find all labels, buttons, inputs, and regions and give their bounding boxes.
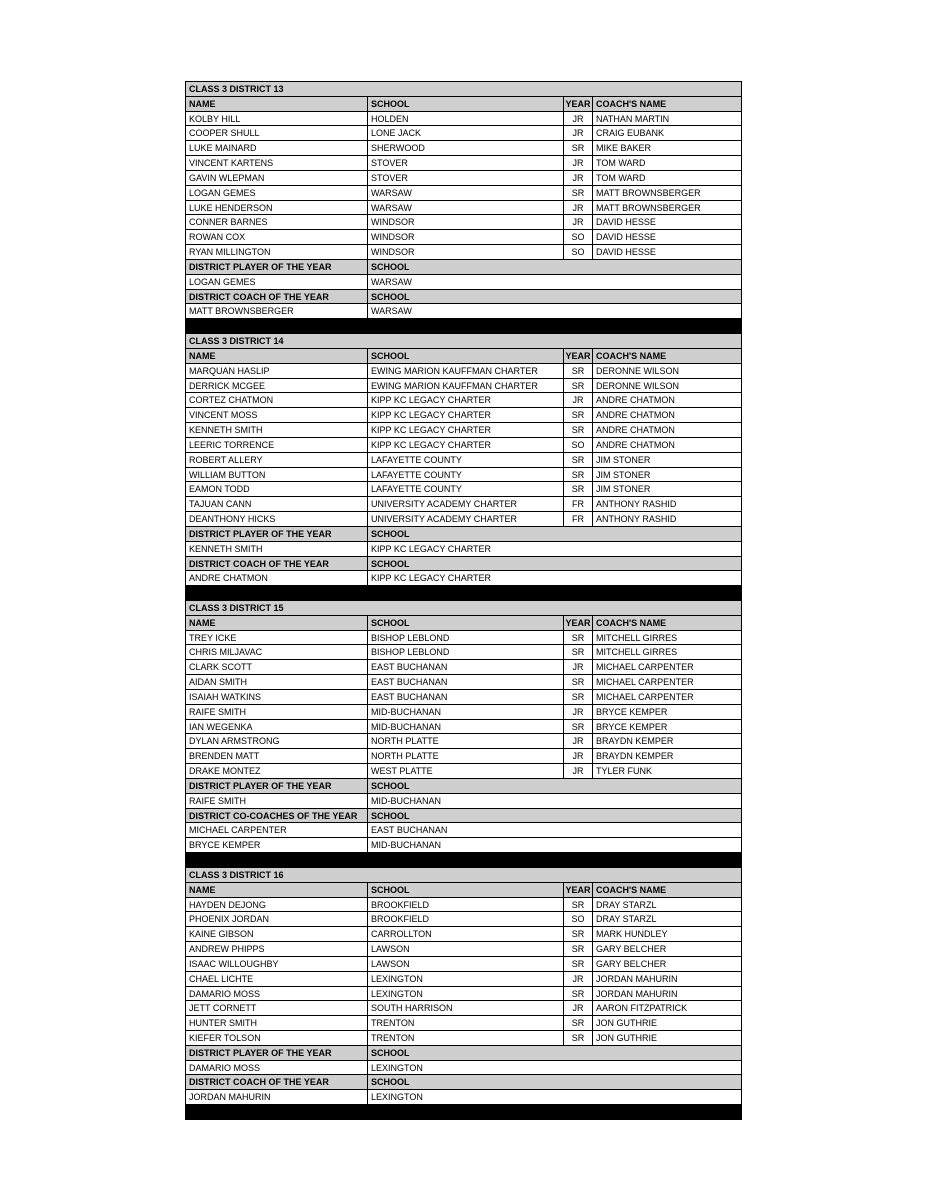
player-row: [186, 482, 741, 497]
player-coach: DRAY STARZL: [596, 914, 657, 925]
player-row: [186, 512, 741, 527]
player-row: [186, 972, 741, 987]
player-coach: DERONNE WILSON: [596, 365, 680, 376]
award-winner-name: ANDRE CHATMON: [186, 571, 368, 585]
player-name: CLARK SCOTT: [186, 660, 368, 674]
column-header-row: [186, 97, 741, 112]
player-row: [186, 987, 741, 1002]
player-school: UNIVERSITY ACADEMY CHARTER: [368, 497, 564, 511]
award-winner-school: WARSAW: [371, 276, 412, 287]
player-coach: JIM STONER: [596, 484, 651, 495]
player-coach: CRAIG EUBANK: [596, 128, 665, 139]
award-winner-row: [186, 838, 741, 853]
player-school: EAST BUCHANAN: [368, 675, 564, 689]
player-name: CHRIS MILJAVAC: [186, 645, 368, 659]
player-coach: MATT BROWNSBERGER: [596, 202, 701, 213]
award-header-row: [186, 557, 741, 572]
district-title-text: CLASS 3 DISTRICT 14: [189, 336, 284, 347]
player-row: [186, 675, 741, 690]
player-year: SO: [564, 438, 593, 452]
header-year: YEAR: [564, 349, 593, 363]
player-coach: JORDAN MAHURIN: [596, 988, 678, 999]
district-title-text: CLASS 3 DISTRICT 13: [189, 84, 284, 94]
player-school: UNIVERSITY ACADEMY CHARTER: [368, 512, 564, 526]
player-school: BISHOP LEBLOND: [368, 631, 564, 645]
player-school: KIPP KC LEGACY CHARTER: [368, 438, 564, 452]
player-year: SR: [564, 720, 593, 734]
player-row: [186, 660, 741, 675]
district-title: [186, 601, 741, 616]
player-school: LAWSON: [368, 942, 564, 956]
player-row: [186, 1016, 741, 1031]
player-row: [186, 720, 741, 735]
header-name: NAME: [186, 616, 368, 630]
player-coach: GARY BELCHER: [596, 944, 667, 955]
award-winner-name: DAMARIO MOSS: [186, 1061, 368, 1075]
player-row: [186, 156, 741, 171]
player-year: SR: [564, 987, 593, 1001]
player-school: MID-BUCHANAN: [368, 705, 564, 719]
player-row: [186, 215, 741, 230]
player-name: EAMON TODD: [186, 482, 368, 496]
player-coach: TOM WARD: [596, 158, 646, 169]
player-coach: BRAYDN KEMPER: [596, 736, 674, 747]
player-year: JR: [564, 171, 593, 185]
player-name: LUKE MAINARD: [186, 141, 368, 155]
player-school: CARROLLTON: [368, 927, 564, 941]
award-winner-name: RAIFE SMITH: [186, 794, 368, 808]
player-name: DEANTHONY HICKS: [186, 512, 368, 526]
header-coach: COACH'S NAME: [596, 884, 667, 895]
player-row: [186, 898, 741, 913]
player-name: AIDAN SMITH: [186, 675, 368, 689]
award-school-label: SCHOOL: [371, 291, 410, 302]
award-winner-name: LOGAN GEMES: [186, 275, 368, 289]
player-row: [186, 453, 741, 468]
player-year: SR: [564, 898, 593, 912]
award-winner-row: [186, 1090, 741, 1105]
player-row: [186, 645, 741, 660]
player-school: LAFAYETTE COUNTY: [368, 482, 564, 496]
player-school: EWING MARION KAUFFMAN CHARTER: [368, 379, 564, 393]
award-header-row: [186, 260, 741, 275]
player-coach: JON GUTHRIE: [596, 1033, 658, 1043]
player-name: ANDREW PHIPPS: [186, 942, 368, 956]
header-coach: COACH'S NAME: [596, 617, 667, 628]
player-year: JR: [564, 764, 593, 778]
player-year: JR: [564, 1001, 593, 1015]
player-row: [186, 942, 741, 957]
player-coach: JIM STONER: [596, 454, 651, 465]
player-year: JR: [564, 749, 593, 763]
award-winner-school: WARSAW: [371, 306, 412, 317]
player-coach: MICHAEL CARPENTER: [596, 662, 694, 673]
player-coach: BRAYDN KEMPER: [596, 751, 674, 762]
player-coach: DAVID HESSE: [596, 232, 656, 243]
player-name: MARQUAN HASLIP: [186, 364, 368, 378]
player-name: BRENDEN MATT: [186, 749, 368, 763]
player-name: HAYDEN DEJONG: [186, 898, 368, 912]
player-name: TAJUAN CANN: [186, 497, 368, 511]
district-title-text: CLASS 3 DISTRICT 16: [189, 869, 284, 880]
award-winner-row: [186, 1061, 741, 1076]
player-school: WINDSOR: [368, 215, 564, 229]
player-year: JR: [564, 156, 593, 170]
player-row: [186, 364, 741, 379]
award-winner-name: MATT BROWNSBERGER: [186, 304, 368, 318]
player-row: [186, 423, 741, 438]
player-coach: GARY BELCHER: [596, 958, 667, 969]
player-name: DERRICK MCGEE: [186, 379, 368, 393]
player-school: TRENTON: [368, 1016, 564, 1030]
district-title-text: CLASS 3 DISTRICT 15: [189, 602, 284, 613]
award-winner-name: MICHAEL CARPENTER: [186, 823, 368, 837]
player-year: SR: [564, 927, 593, 941]
player-name: KIEFER TOLSON: [186, 1031, 368, 1045]
player-row: [186, 201, 741, 216]
player-name: DRAKE MONTEZ: [186, 764, 368, 778]
player-coach: ANTHONY RASHID: [596, 499, 677, 510]
player-name: KAINE GIBSON: [186, 927, 368, 941]
header-school: SCHOOL: [368, 616, 564, 630]
player-year: SR: [564, 364, 593, 378]
award-school-label: SCHOOL: [371, 1077, 410, 1088]
player-year: SR: [564, 1031, 593, 1045]
award-winner-row: [186, 571, 741, 586]
header-year: YEAR: [564, 616, 593, 630]
player-coach: DERONNE WILSON: [596, 380, 680, 391]
player-coach: JORDAN MAHURIN: [596, 973, 678, 984]
player-coach: ANDRE CHATMON: [596, 425, 675, 436]
award-label: DISTRICT PLAYER OF THE YEAR: [186, 1046, 368, 1060]
player-name: IAN WEGENKA: [186, 720, 368, 734]
player-row: [186, 734, 741, 749]
award-winner-school: KIPP KC LEGACY CHARTER: [371, 543, 492, 554]
player-school: EWING MARION KAUFFMAN CHARTER: [368, 364, 564, 378]
player-school: WARSAW: [368, 201, 564, 215]
player-year: JR: [564, 660, 593, 674]
player-school: LEXINGTON: [368, 987, 564, 1001]
header-name: NAME: [186, 97, 368, 111]
player-row: [186, 141, 741, 156]
player-school: LAFAYETTE COUNTY: [368, 468, 564, 482]
district-title: [186, 334, 741, 349]
award-label: DISTRICT PLAYER OF THE YEAR: [186, 527, 368, 541]
player-row: [186, 957, 741, 972]
player-coach: TYLER FUNK: [596, 766, 653, 777]
player-coach: ANDRE CHATMON: [596, 395, 675, 406]
player-school: MID-BUCHANAN: [368, 720, 564, 734]
player-year: SR: [564, 468, 593, 482]
player-row: [186, 705, 741, 720]
player-year: SO: [564, 230, 593, 244]
award-winner-row: [186, 275, 741, 290]
award-winner-row: [186, 542, 741, 557]
player-row: [186, 112, 741, 127]
player-year: SR: [564, 957, 593, 971]
player-school: STOVER: [368, 171, 564, 185]
player-coach: MIKE BAKER: [596, 143, 652, 154]
district-separator: [186, 319, 741, 334]
player-name: RAIFE SMITH: [186, 705, 368, 719]
award-winner-school: LEXINGTON: [371, 1092, 423, 1103]
award-school-label: SCHOOL: [371, 558, 410, 569]
player-name: VINCENT MOSS: [186, 408, 368, 422]
player-year: JR: [564, 112, 593, 126]
player-school: SOUTH HARRISON: [368, 1001, 564, 1015]
player-coach: NATHAN MARTIN: [596, 113, 670, 124]
player-school: LAWSON: [368, 957, 564, 971]
player-name: KOLBY HILL: [186, 112, 368, 126]
award-winner-row: [186, 823, 741, 838]
award-winner-name: JORDAN MAHURIN: [186, 1090, 368, 1104]
player-school: HOLDEN: [368, 112, 564, 126]
player-school: NORTH PLATTE: [368, 734, 564, 748]
player-coach: ANDRE CHATMON: [596, 410, 675, 421]
player-year: JR: [564, 126, 593, 140]
player-name: LUKE HENDERSON: [186, 201, 368, 215]
player-school: KIPP KC LEGACY CHARTER: [368, 393, 564, 407]
player-coach: BRYCE KEMPER: [596, 706, 668, 717]
player-coach: ANDRE CHATMON: [596, 439, 675, 450]
header-year: YEAR: [564, 883, 593, 897]
player-row: [186, 749, 741, 764]
player-row: [186, 912, 741, 927]
player-year: FR: [564, 497, 593, 511]
award-school-label: SCHOOL: [371, 780, 410, 791]
player-school: BROOKFIELD: [368, 912, 564, 926]
player-row: [186, 230, 741, 245]
award-winner-school: MID-BUCHANAN: [371, 795, 442, 806]
player-year: SO: [564, 245, 593, 259]
player-row: [186, 764, 741, 779]
column-header-row: [186, 883, 741, 898]
player-name: ISAAC WILLOUGHBY: [186, 957, 368, 971]
player-coach: MITCHELL GIRRES: [596, 632, 678, 643]
header-year: YEAR: [564, 97, 593, 111]
player-name: DAMARIO MOSS: [186, 987, 368, 1001]
player-year: SR: [564, 690, 593, 704]
player-year: JR: [564, 215, 593, 229]
header-name: NAME: [186, 883, 368, 897]
player-name: CONNER BARNES: [186, 215, 368, 229]
player-coach: DAVID HESSE: [596, 247, 656, 258]
award-winner-name: BRYCE KEMPER: [186, 838, 368, 852]
player-row: [186, 468, 741, 483]
player-name: ISAIAH WATKINS: [186, 690, 368, 704]
award-header-row: [186, 290, 741, 305]
player-coach: JIM STONER: [596, 469, 651, 480]
award-winner-row: [186, 304, 741, 319]
player-name: VINCENT KARTENS: [186, 156, 368, 170]
player-coach: MARK HUNDLEY: [596, 929, 668, 940]
player-name: DYLAN ARMSTRONG: [186, 734, 368, 748]
award-winner-name: KENNETH SMITH: [186, 542, 368, 556]
player-name: JETT CORNETT: [186, 1001, 368, 1015]
award-school-label: SCHOOL: [371, 1047, 410, 1058]
award-winner-school: MID-BUCHANAN: [371, 840, 442, 851]
player-row: [186, 631, 741, 646]
player-year: SR: [564, 186, 593, 200]
district-title: [186, 82, 741, 97]
award-header-row: [186, 779, 741, 794]
award-winner-school: EAST BUCHANAN: [371, 825, 448, 836]
award-winner-row: [186, 794, 741, 809]
player-coach: BRYCE KEMPER: [596, 721, 668, 732]
player-name: PHOENIX JORDAN: [186, 912, 368, 926]
player-year: SR: [564, 423, 593, 437]
player-year: SR: [564, 141, 593, 155]
header-name: NAME: [186, 349, 368, 363]
player-coach: DAVID HESSE: [596, 217, 656, 228]
player-name: HUNTER SMITH: [186, 1016, 368, 1030]
player-row: [186, 171, 741, 186]
player-year: JR: [564, 734, 593, 748]
player-year: SO: [564, 912, 593, 926]
player-year: SR: [564, 631, 593, 645]
header-school: SCHOOL: [368, 883, 564, 897]
player-year: SR: [564, 482, 593, 496]
player-year: SR: [564, 408, 593, 422]
player-year: SR: [564, 942, 593, 956]
header-school: SCHOOL: [368, 97, 564, 111]
player-coach: ANTHONY RASHID: [596, 514, 677, 525]
player-year: SR: [564, 645, 593, 659]
player-year: SR: [564, 1016, 593, 1030]
award-school-label: SCHOOL: [371, 810, 410, 821]
award-label: DISTRICT COACH OF THE YEAR: [186, 557, 368, 571]
player-name: ROBERT ALLERY: [186, 453, 368, 467]
player-name: ROWAN COX: [186, 230, 368, 244]
district-separator: [186, 1105, 741, 1119]
award-label: DISTRICT PLAYER OF THE YEAR: [186, 779, 368, 793]
player-row: [186, 1031, 741, 1046]
district-separator: [186, 586, 741, 601]
award-label: DISTRICT COACH OF THE YEAR: [186, 290, 368, 304]
player-year: JR: [564, 972, 593, 986]
player-school: KIPP KC LEGACY CHARTER: [368, 423, 564, 437]
player-year: SR: [564, 379, 593, 393]
award-label: DISTRICT COACH OF THE YEAR: [186, 1075, 368, 1089]
player-row: [186, 393, 741, 408]
player-row: [186, 126, 741, 141]
player-row: [186, 245, 741, 260]
player-coach: MICHAEL CARPENTER: [596, 677, 694, 688]
header-coach: COACH'S NAME: [596, 98, 667, 109]
player-year: JR: [564, 201, 593, 215]
player-name: RYAN MILLINGTON: [186, 245, 368, 259]
player-name: TREY ICKE: [186, 631, 368, 645]
award-header-row: [186, 1075, 741, 1090]
player-name: COOPER SHULL: [186, 126, 368, 140]
player-school: WARSAW: [368, 186, 564, 200]
player-row: [186, 497, 741, 512]
player-year: JR: [564, 705, 593, 719]
player-row: [186, 927, 741, 942]
player-coach: AARON FITZPATRICK: [596, 1003, 688, 1014]
player-school: LONE JACK: [368, 126, 564, 140]
award-school-label: SCHOOL: [371, 261, 410, 272]
award-label: DISTRICT CO-COACHES OF THE YEAR: [186, 809, 368, 823]
player-year: SR: [564, 675, 593, 689]
player-school: KIPP KC LEGACY CHARTER: [368, 408, 564, 422]
player-coach: MICHAEL CARPENTER: [596, 691, 694, 702]
award-header-row: [186, 1046, 741, 1061]
player-row: [186, 1001, 741, 1016]
player-school: LAFAYETTE COUNTY: [368, 453, 564, 467]
player-coach: JON GUTHRIE: [596, 1018, 658, 1029]
player-school: LEXINGTON: [368, 972, 564, 986]
header-school: SCHOOL: [368, 349, 564, 363]
player-name: GAVIN WLEPMAN: [186, 171, 368, 185]
all-district-sheet: [185, 81, 742, 1120]
player-school: NORTH PLATTE: [368, 749, 564, 763]
player-school: SHERWOOD: [368, 141, 564, 155]
player-coach: TOM WARD: [596, 172, 646, 183]
player-row: [186, 408, 741, 423]
player-school: WEST PLATTE: [368, 764, 564, 778]
award-header-row: [186, 809, 741, 824]
player-name: CORTEZ CHATMON: [186, 393, 368, 407]
player-school: EAST BUCHANAN: [368, 660, 564, 674]
district-title: [186, 868, 741, 883]
player-year: JR: [564, 393, 593, 407]
player-row: [186, 186, 741, 201]
player-name: LOGAN GEMES: [186, 186, 368, 200]
player-coach: MITCHELL GIRRES: [596, 647, 678, 658]
player-school: WINDSOR: [368, 230, 564, 244]
header-coach: COACH'S NAME: [596, 350, 667, 361]
player-row: [186, 438, 741, 453]
district-separator: [186, 853, 741, 868]
award-winner-school: LEXINGTON: [371, 1062, 423, 1073]
player-school: BISHOP LEBLOND: [368, 645, 564, 659]
player-school: BROOKFIELD: [368, 898, 564, 912]
player-school: STOVER: [368, 156, 564, 170]
player-school: WINDSOR: [368, 245, 564, 259]
player-row: [186, 379, 741, 394]
award-header-row: [186, 527, 741, 542]
player-year: SR: [564, 453, 593, 467]
award-school-label: SCHOOL: [371, 528, 410, 539]
column-header-row: [186, 616, 741, 631]
player-school: TRENTON: [368, 1031, 564, 1045]
player-coach: DRAY STARZL: [596, 899, 657, 910]
player-year: FR: [564, 512, 593, 526]
player-name: WILLIAM BUTTON: [186, 468, 368, 482]
player-name: CHAEL LICHTE: [186, 972, 368, 986]
award-label: DISTRICT PLAYER OF THE YEAR: [186, 260, 368, 274]
player-coach: MATT BROWNSBERGER: [596, 187, 701, 198]
column-header-row: [186, 349, 741, 364]
player-name: LEERIC TORRENCE: [186, 438, 368, 452]
player-school: EAST BUCHANAN: [368, 690, 564, 704]
player-row: [186, 690, 741, 705]
player-name: KENNETH SMITH: [186, 423, 368, 437]
award-winner-school: KIPP KC LEGACY CHARTER: [371, 573, 492, 584]
